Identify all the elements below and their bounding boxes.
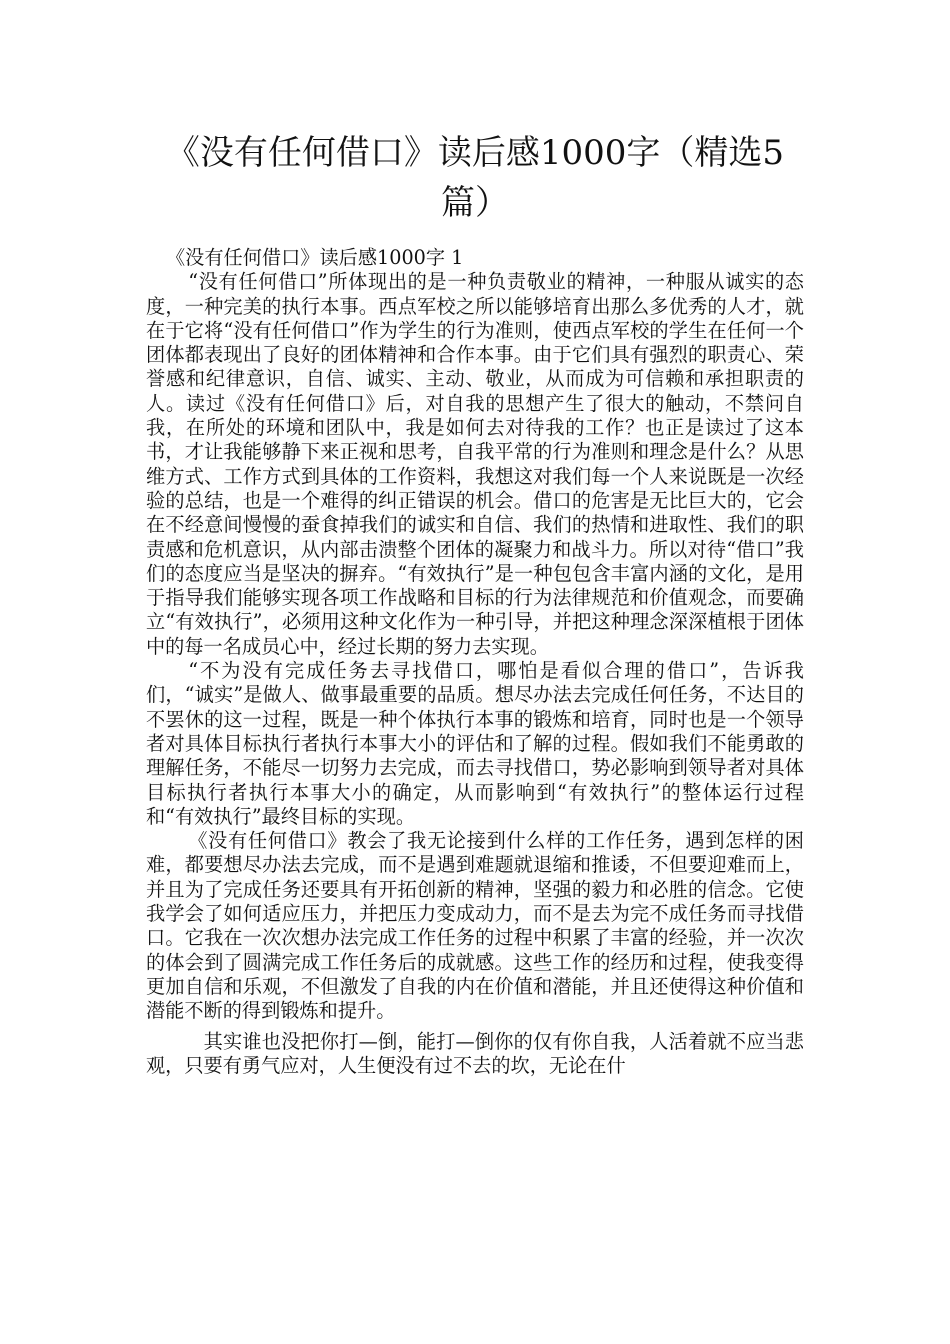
document-body [146,246,804,1078]
paragraph-4: 其实谁也没把你打—倒，能打—倒你的仅有你自我，人活着就不应当悲观，只要有勇气应对，人生便没有过不去的坎，无论在什 [146,1029,804,1077]
paragraph-2: “不为没有完成任务去寻找借口，哪怕是看似合理的借口”，告诉我们，“诚实”是做人、做事最重要的品质。想尽办法去完成任何任务，不达目的不罢休的这一过程，既是一种个体执行本事的锻炼和培育，同时也是一个领导者对具体目标执行者执行本事大小的评估和了解的过程。假如我们不能勇敢的理解任务，不能尽一切努力去完成，而去寻找借口，势必影响到领导者对具体目标执行者执行本事大小的确定，从而影响到“有效执行”的整体运行过程和“有效执行”最终目标的实现。 [146,659,804,828]
paragraph-1: “没有任何借口”所体现出的是一种负责敬业的精神，一种服从诚实的态度，一种完美的执行本事。西点军校之所以能够培育出那么多优秀的人才，就在于它将“没有任何借口”作为学生的行为准则，使西点军校的学生在任何一个团体都表现出了良好的团体精神和合作本事。由于它们具有强烈的职责心、荣誉感和纪律意识，自信、诚实、主动、敬业，从而成为可信赖和承担职责的人。读过《没有任何借口》后，对自我的思想产生了很大的触动，不禁问自我，在所处的环境和团队中，我是如何去对待我的工作？也正是读过了这本书，才让我能够静下来正视和思考，自我平常的行为准则和理念是什么？从思维方式、工作方式到具体的工作资料，我想这对我们每一个人来说既是一次经验的总结，也是一个难得的纠正错误的机会。借口的危害是无比巨大的，它会在不经意间慢慢的蚕食掉我们的诚实和自信、我们的热情和进取性、我们的职责感和危机意识，从内部击溃整个团体的凝聚力和战斗力。所以对待“借口”我们的态度应当是坚决的摒弃。“有效执行”是一种包包含丰富内涵的文化，是用于指导我们能够实现各项工作战略和目标的行为法律规范和价值观念，而要确立“有效执行”，必须用这种文化作为一种引导，并把这种理念深深植根于团体中的每一名成员心中，经过长期的努力去实现。 [146,270,804,658]
document-title: 《没有任何借口》读后感1000字（精选5篇） [165,133,785,223]
paragraph-3: 《没有任何借口》教会了我无论接到什么样的工作任务，遇到怎样的困难，都要想尽办法去完成，而不是遇到难题就退缩和推诿，不但要迎难而上，并且为了完成任务还要具有开拓创新的精神，坚强的毅力和必胜的信念。它使我学会了如何适应压力，并把压力变成动力，而不是去为完不成任务而寻找借口。它我在一次次想办法完成工作任务的过程中积累了丰富的经验，并一次次的体会到了圆满完成工作任务后的成就感。这些工作的经历和过程，使我变得更加自信和乐观，不但激发了自我的内在价值和潜能，并且还使得这种价值和潜能不断的得到锻炼和提升。 [146,829,804,1023]
section-heading: 《没有任何借口》读后感1000字 1 [166,246,464,269]
